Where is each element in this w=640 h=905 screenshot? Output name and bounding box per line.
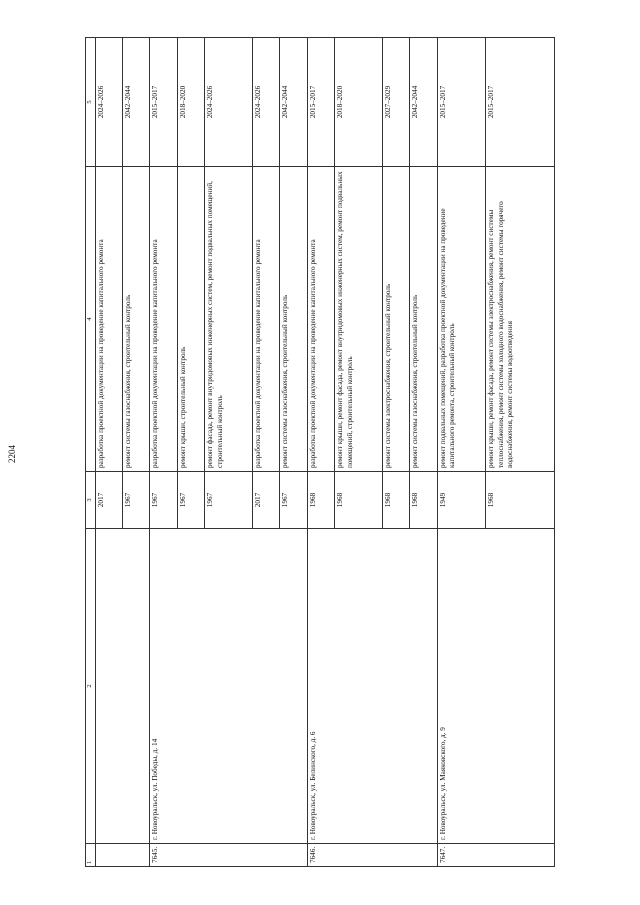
header-col-5: 5 (86, 38, 96, 167)
year-cell: 1968 (485, 472, 554, 529)
work-cell: ремонт системы газоснабжения, строительный контроль (280, 167, 307, 472)
table-row (307, 38, 334, 867)
work-cell: разработка проектной документации на проведение капитального ремонта (95, 167, 122, 472)
address-cell: г. Новоуральск, ул. Маяковского, д. 9 (437, 529, 554, 844)
work-cell: ремонт крыши, ремонт фасада, ремонт системы электроснабжения, ремонт системы теплоснабжения, ремонт системы холодного водоснабжения, ремонт системы горячего водоснабжения, ремонт системы водоотведения (485, 167, 554, 472)
rotated-table-container (85, 37, 555, 867)
work-cell: ремонт фасада, ремонт внутридомовых инженерных систем, ремонт подвальных помещений, строительный контроль (204, 167, 252, 472)
year-cell: 1968 (335, 472, 383, 529)
year-cell: 1967 (123, 472, 150, 529)
period-cell: 2018–2020 (177, 38, 204, 167)
capital-repair-table (85, 37, 555, 867)
row-number: 7645. (150, 844, 307, 867)
period-cell: 2024–2026 (204, 38, 252, 167)
period-cell: 2042–2044 (123, 38, 150, 167)
address-cell: г. Новоуральск, ул. Белинского, д. 6 (307, 529, 437, 844)
year-cell: 1967 (204, 472, 252, 529)
period-cell: 2015–2017 (437, 38, 485, 167)
work-cell: ремонт крыши, ремонт фасада, ремонт внутридомовых инженерных систем, ремонт подвальных помещений, строительный контроль (335, 167, 383, 472)
work-cell: разработка проектной документации на проведение капитального ремонта (150, 167, 177, 472)
period-cell: 2024–2026 (95, 38, 122, 167)
table-row (437, 38, 485, 867)
work-cell: ремонт системы электроснабжения, строительный контроль (383, 167, 410, 472)
work-cell: ремонт системы газоснабжения, строительный контроль (410, 167, 437, 472)
header-col-1: 1 (86, 844, 96, 867)
period-cell: 2015–2017 (485, 38, 554, 167)
work-cell: ремонт крыши, строительный контроль (177, 167, 204, 472)
header-col-2: 2 (86, 529, 96, 844)
address-cell (95, 529, 150, 844)
work-cell: ремонт системы газоснабжения, строительный контроль (123, 167, 150, 472)
header-col-4: 4 (86, 167, 96, 472)
header-col-3: 3 (86, 472, 96, 529)
work-cell: разработка проектной документации на проведение капитального ремонта (307, 167, 334, 472)
year-cell: 1967 (177, 472, 204, 529)
row-number: 7647. (437, 844, 554, 867)
period-cell: 2024–2026 (253, 38, 280, 167)
year-cell: 1967 (280, 472, 307, 529)
address-cell: г. Новоуральск, ул. Победы, д. 14 (150, 529, 307, 844)
period-cell: 2042–2044 (280, 38, 307, 167)
year-cell: 1968 (307, 472, 334, 529)
row-number: 7646. (307, 844, 437, 867)
period-cell: 2042–2044 (410, 38, 437, 167)
work-cell: разработка проектной документации на проведение капитального ремонта (253, 167, 280, 472)
period-cell: 2018–2020 (335, 38, 383, 167)
year-cell: 1967 (150, 472, 177, 529)
period-cell: 2015–2017 (307, 38, 334, 167)
year-cell: 1968 (383, 472, 410, 529)
year-cell: 2017 (95, 472, 122, 529)
year-cell: 1968 (410, 472, 437, 529)
row-number (95, 844, 150, 867)
period-cell: 2015–2017 (150, 38, 177, 167)
page-number: 2204 (7, 445, 17, 463)
header-row (86, 38, 96, 867)
year-cell: 2017 (253, 472, 280, 529)
work-cell: ремонт подвальных помещений, разработка проектной документации на проведение капитального ремонта, строительный контроль (437, 167, 485, 472)
table-row (150, 38, 177, 867)
table-row (95, 38, 122, 867)
year-cell: 1949 (437, 472, 485, 529)
period-cell: 2027–2029 (383, 38, 410, 167)
